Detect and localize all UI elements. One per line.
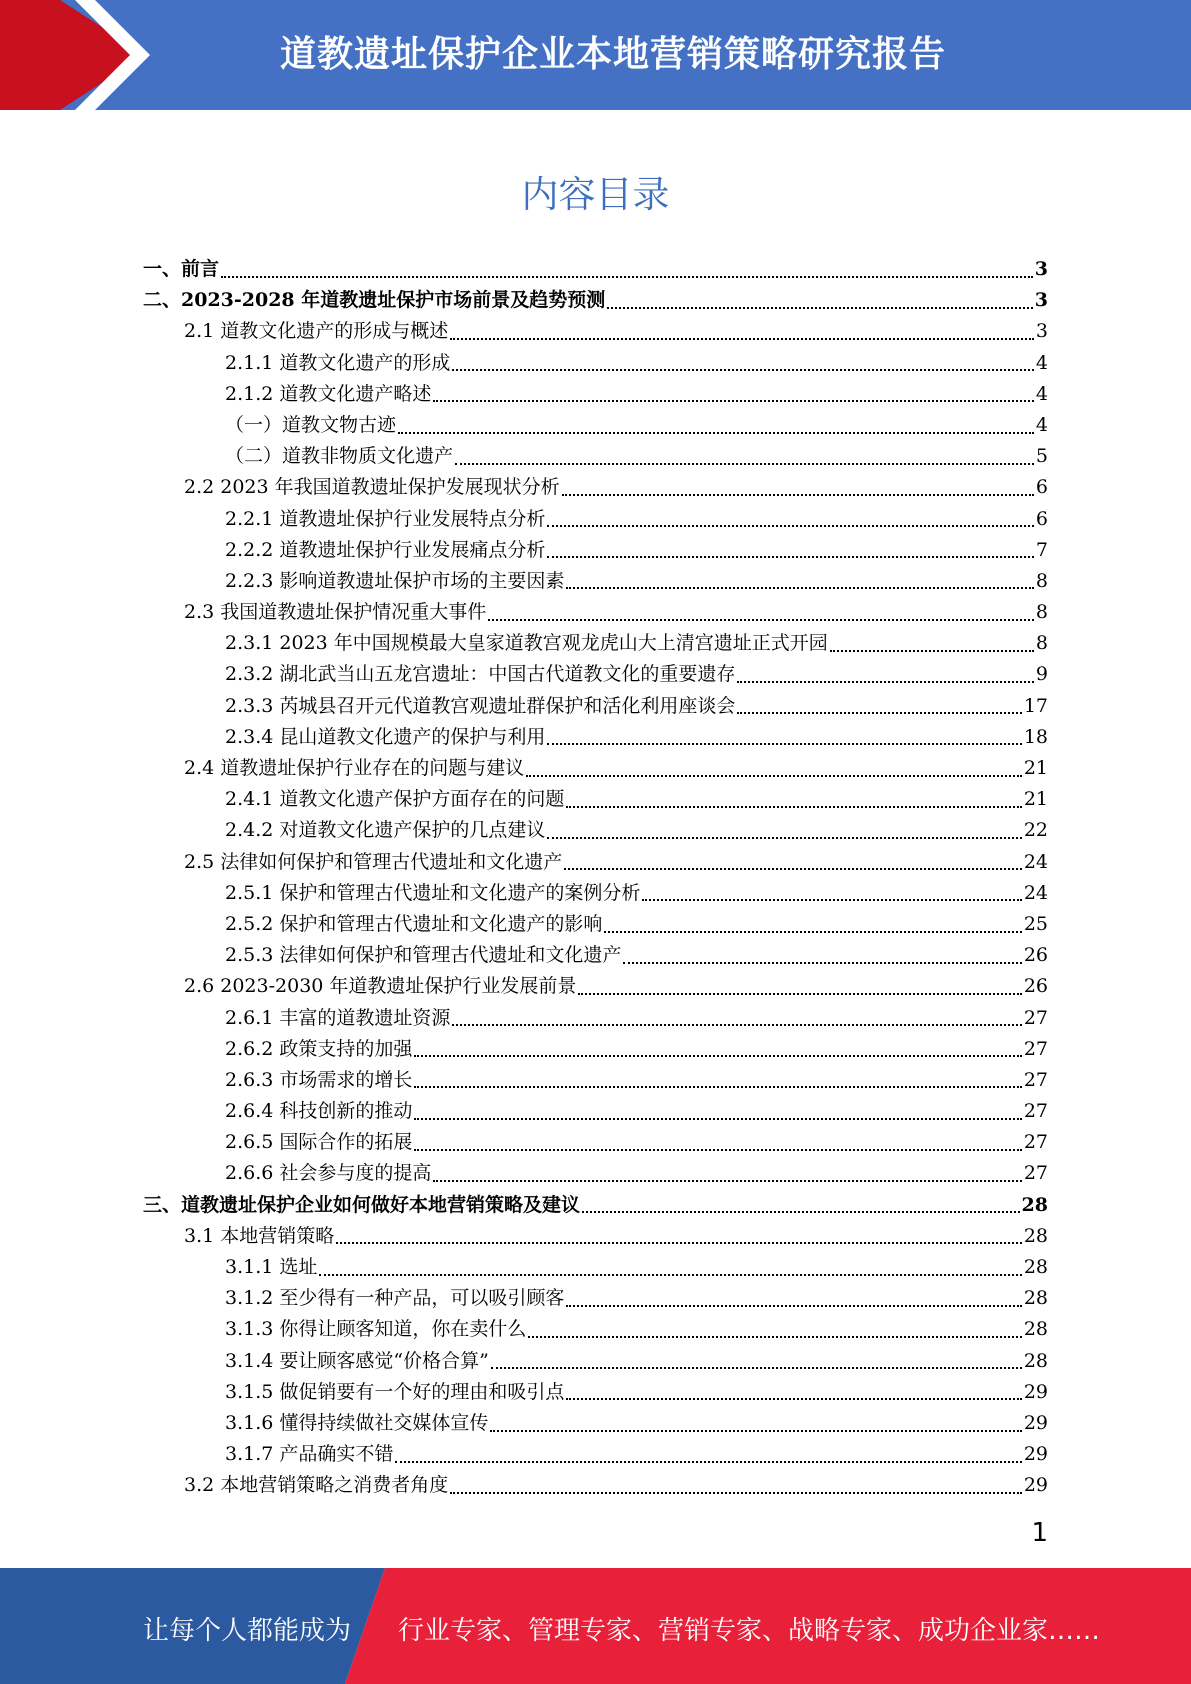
toc-entry[interactable]	[143, 1314, 1048, 1345]
toc-entry-title: 2.3 我国道教遗址保护情况重大事件	[184, 601, 487, 624]
toc-entry-title: 3.1.7 产品确实不错	[225, 1443, 394, 1466]
toc-entry[interactable]	[143, 1470, 1048, 1501]
toc-entry[interactable]	[143, 379, 1048, 410]
toc-entry[interactable]	[143, 1127, 1048, 1158]
toc-entry-page: 17	[1023, 694, 1048, 717]
toc-entry[interactable]	[143, 753, 1048, 784]
toc-entry-title: 2.6.1 丰富的道教遗址资源	[225, 1006, 451, 1029]
toc-entry[interactable]	[143, 566, 1048, 597]
toc-entry-title: 一、前言	[143, 258, 220, 280]
toc-entry-page: 8	[1035, 569, 1048, 592]
toc-dot-leader	[452, 369, 1034, 371]
toc-entry-page: 3	[1035, 320, 1048, 343]
toc-entry-page: 29	[1023, 1380, 1048, 1403]
toc-entry[interactable]	[143, 1158, 1048, 1189]
toc-dot-leader	[491, 1367, 1022, 1369]
toc-entry-title: 2.2.1 道教遗址保护行业发展特点分析	[225, 507, 546, 530]
toc-entry[interactable]	[143, 1221, 1048, 1252]
toc-entry-title: 2.2.3 影响道教遗址保护市场的主要因素	[225, 569, 565, 592]
toc-dot-leader	[566, 1305, 1021, 1307]
toc-entry-page: 8	[1035, 601, 1048, 624]
toc-entry-title: 2.1 道教文化遗产的形成与概述	[184, 320, 449, 343]
toc-dot-leader	[564, 868, 1022, 870]
toc-entry[interactable]	[143, 254, 1048, 285]
toc-entry-page: 24	[1023, 850, 1048, 873]
toc-entry[interactable]	[143, 909, 1048, 940]
toc-dot-leader	[604, 931, 1021, 933]
toc-entry[interactable]	[143, 1346, 1048, 1377]
report-title: 道教遗址保护企业本地营销策略研究报告	[280, 34, 947, 75]
toc-entry-title: 2.4 道教遗址保护行业存在的问题与建议	[184, 757, 525, 779]
header-chevron-red	[0, 0, 145, 110]
toc-dot-leader	[582, 1211, 1020, 1213]
toc-dot-leader	[452, 1024, 1021, 1026]
toc-entry[interactable]	[143, 1034, 1048, 1065]
toc-entry-title: 3.1.6 懂得持续做社交媒体宣传	[225, 1411, 489, 1434]
toc-dot-leader	[547, 743, 1021, 745]
toc-entry[interactable]	[143, 441, 1048, 472]
toc-entry[interactable]	[143, 1439, 1048, 1470]
toc-entry[interactable]	[143, 410, 1048, 441]
toc-dot-leader	[562, 494, 1034, 496]
toc-entry[interactable]	[143, 659, 1048, 690]
toc-entry-title: 3.1.4 要让顾客感觉“价格合算”	[225, 1349, 489, 1372]
toc-entry-title: 3.1.5 做促销要有一个好的理由和吸引点	[225, 1380, 565, 1403]
toc-entry-title: 2.1.1 道教文化遗产的形成	[225, 351, 451, 374]
toc-entry-page: 21	[1023, 788, 1048, 811]
toc-entry-title: 2.6.6 社会参与度的提高	[225, 1162, 432, 1185]
toc-entry-page: 27	[1023, 1006, 1048, 1029]
footer-bar	[0, 1568, 1191, 1684]
toc-dot-leader	[737, 681, 1034, 683]
toc-entry-title: （一）道教文物古迹	[225, 413, 397, 436]
toc-entry-title: 2.4.2 对道教文化遗产保护的几点建议	[225, 819, 546, 842]
toc-entry[interactable]	[143, 722, 1048, 753]
toc-entry-title: 二、2023-2028 年道教遗址保护市场前景及趋势预测	[143, 289, 606, 312]
toc-entry-title: 2.4.1 道教文化遗产保护方面存在的问题	[225, 788, 565, 811]
toc-entry[interactable]	[143, 1252, 1048, 1283]
toc-entry-title: 2.2.2 道教遗址保护行业发展痛点分析	[225, 538, 546, 561]
toc-dot-leader	[221, 276, 1033, 278]
toc-entry-page: 21	[1023, 757, 1048, 779]
toc-entry-page: 28	[1023, 1318, 1048, 1341]
toc-dot-leader	[398, 432, 1034, 434]
toc-dot-leader	[395, 1461, 1021, 1463]
toc-entry-page: 29	[1023, 1411, 1048, 1434]
toc-entry-title: （二）道教非物质文化遗产	[225, 445, 454, 468]
toc-entry-page: 18	[1023, 725, 1048, 748]
toc-entry[interactable]	[143, 472, 1048, 503]
toc-entry-title: 2.6.2 政策支持的加强	[225, 1037, 413, 1060]
table-of-contents	[143, 254, 1048, 1502]
toc-dot-leader	[547, 556, 1034, 558]
toc-dot-leader	[319, 1274, 1021, 1276]
toc-dot-leader	[455, 463, 1034, 465]
toc-entry-page: 6	[1035, 476, 1048, 499]
toc-entry-page: 3	[1034, 258, 1048, 280]
toc-entry-page: 29	[1023, 1443, 1048, 1466]
toc-dot-leader	[547, 837, 1021, 839]
toc-dot-leader	[547, 525, 1034, 527]
toc-entry-title: 2.3.4 昆山道教文化遗产的保护与利用	[225, 725, 546, 748]
toc-dot-leader	[830, 650, 1034, 652]
toc-entry-page: 27	[1023, 1131, 1048, 1154]
toc-entry-title: 2.6.4 科技创新的推动	[225, 1100, 413, 1123]
toc-entry-page: 24	[1023, 881, 1048, 904]
toc-dot-leader	[623, 962, 1021, 964]
toc-entry-title: 2.6 2023-2030 年道教遗址保护行业发展前景	[184, 975, 577, 998]
page-number: 1	[1031, 1518, 1048, 1548]
toc-entry-page: 27	[1023, 1068, 1048, 1091]
toc-entry-page: 28	[1023, 1256, 1048, 1278]
toc-entry-page: 7	[1035, 538, 1048, 561]
toc-entry[interactable]	[143, 971, 1048, 1002]
footer-slogan-left: 让每个人都能成为	[143, 1616, 352, 1646]
toc-entry-title: 3.1.3 你得让顾客知道，你在卖什么	[225, 1318, 527, 1341]
toc-entry[interactable]	[143, 535, 1048, 566]
toc-entry-title: 2.5 法律如何保护和管理古代遗址和文化遗产	[184, 850, 563, 873]
toc-dot-leader	[414, 1149, 1021, 1151]
toc-entry-page: 27	[1023, 1162, 1048, 1185]
toc-entry-title: 2.3.2 湖北武当山五龙宫遗址：中国古代道教文化的重要遗存	[225, 663, 736, 686]
toc-entry[interactable]	[143, 847, 1048, 878]
toc-dot-leader	[450, 1492, 1022, 1494]
toc-entry[interactable]	[143, 316, 1048, 347]
toc-dot-leader	[414, 1118, 1021, 1120]
toc-entry-page: 4	[1035, 413, 1048, 436]
toc-entry[interactable]	[143, 504, 1048, 535]
toc-entry-page: 4	[1035, 382, 1048, 405]
toc-entry-page: 5	[1035, 445, 1048, 468]
toc-entry-page: 9	[1035, 663, 1048, 686]
toc-entry-title: 3.1.1 选址	[225, 1256, 318, 1278]
toc-entry-title: 2.5.2 保护和管理古代遗址和文化遗产的影响	[225, 912, 603, 935]
toc-dot-leader	[433, 1180, 1021, 1182]
toc-entry-page: 28	[1023, 1224, 1048, 1247]
toc-entry-page: 6	[1035, 507, 1048, 530]
toc-entry[interactable]	[143, 628, 1048, 659]
toc-entry[interactable]	[143, 1190, 1048, 1221]
toc-entry-page: 28	[1023, 1349, 1048, 1372]
toc-entry-title: 3.1.2 至少得有一种产品，可以吸引顾客	[225, 1287, 565, 1310]
toc-entry[interactable]	[143, 1377, 1048, 1408]
toc-entry-page: 27	[1023, 1100, 1048, 1123]
toc-entry-page: 8	[1035, 632, 1048, 655]
toc-entry-page: 3	[1034, 289, 1048, 312]
toc-dot-leader	[450, 338, 1034, 340]
toc-entry[interactable]	[143, 1096, 1048, 1127]
toc-entry[interactable]	[143, 691, 1048, 722]
toc-entry[interactable]	[143, 285, 1048, 316]
toc-entry-page: 27	[1023, 1037, 1048, 1060]
toc-entry[interactable]	[143, 1283, 1048, 1314]
toc-entry-title: 2.3.1 2023 年中国规模最大皇家道教宫观龙虎山大上清宫遗址正式开园	[225, 632, 828, 655]
toc-dot-leader	[737, 712, 1021, 714]
toc-entry[interactable]	[143, 597, 1048, 628]
toc-entry-page: 22	[1023, 819, 1048, 842]
toc-entry-title: 2.1.2 道教文化遗产略述	[225, 382, 432, 405]
toc-entry-title: 2.6.3 市场需求的增长	[225, 1068, 413, 1091]
toc-entry-page: 26	[1023, 975, 1048, 998]
toc-dot-leader	[488, 619, 1034, 621]
toc-entry[interactable]	[143, 815, 1048, 846]
toc-dot-leader	[336, 1242, 1022, 1244]
toc-entry-page: 4	[1035, 351, 1048, 374]
toc-entry-page: 29	[1023, 1474, 1048, 1497]
toc-entry-title: 2.5.1 保护和管理古代遗址和文化遗产的案例分析	[225, 881, 641, 904]
toc-entry-page: 26	[1023, 944, 1048, 967]
toc-heading: 内容目录	[521, 173, 670, 216]
toc-dot-leader	[566, 806, 1021, 808]
toc-entry-title: 2.2 2023 年我国道教遗址保护发展现状分析	[184, 476, 560, 499]
footer-slogan-right: 行业专家、管理专家、营销专家、战略专家、成功企业家……	[398, 1616, 1101, 1646]
toc-entry[interactable]	[143, 1003, 1048, 1034]
toc-entry[interactable]	[143, 784, 1048, 815]
toc-entry[interactable]	[143, 348, 1048, 379]
toc-dot-leader	[566, 1398, 1021, 1400]
header-bar	[0, 0, 1191, 110]
toc-entry-title: 2.3.3 芮城县召开元代道教宫观遗址群保护和活化利用座谈会	[225, 694, 736, 717]
toc-dot-leader	[607, 307, 1033, 309]
toc-dot-leader	[642, 899, 1021, 901]
toc-entry-title: 3.1 本地营销策略	[184, 1224, 335, 1247]
toc-entry[interactable]	[143, 940, 1048, 971]
toc-entry-title: 3.2 本地营销策略之消费者角度	[184, 1474, 449, 1497]
toc-entry-title: 三、道教遗址保护企业如何做好本地营销策略及建议	[143, 1193, 581, 1216]
toc-entry[interactable]	[143, 1065, 1048, 1096]
toc-entry-title: 2.6.5 国际合作的拓展	[225, 1131, 413, 1154]
toc-entry-title: 2.5.3 法律如何保护和管理古代遗址和文化遗产	[225, 944, 622, 967]
toc-entry-page: 28	[1023, 1287, 1048, 1310]
toc-dot-leader	[490, 1430, 1021, 1432]
toc-dot-leader	[578, 993, 1021, 995]
toc-entry[interactable]	[143, 1408, 1048, 1439]
toc-dot-leader	[526, 775, 1022, 777]
toc-dot-leader	[433, 400, 1034, 402]
toc-dot-leader	[414, 1055, 1021, 1057]
toc-dot-leader	[414, 1086, 1021, 1088]
toc-entry-page: 25	[1023, 912, 1048, 935]
toc-dot-leader	[566, 587, 1034, 589]
toc-dot-leader	[528, 1336, 1021, 1338]
toc-entry-page: 28	[1021, 1193, 1048, 1216]
toc-entry[interactable]	[143, 878, 1048, 909]
